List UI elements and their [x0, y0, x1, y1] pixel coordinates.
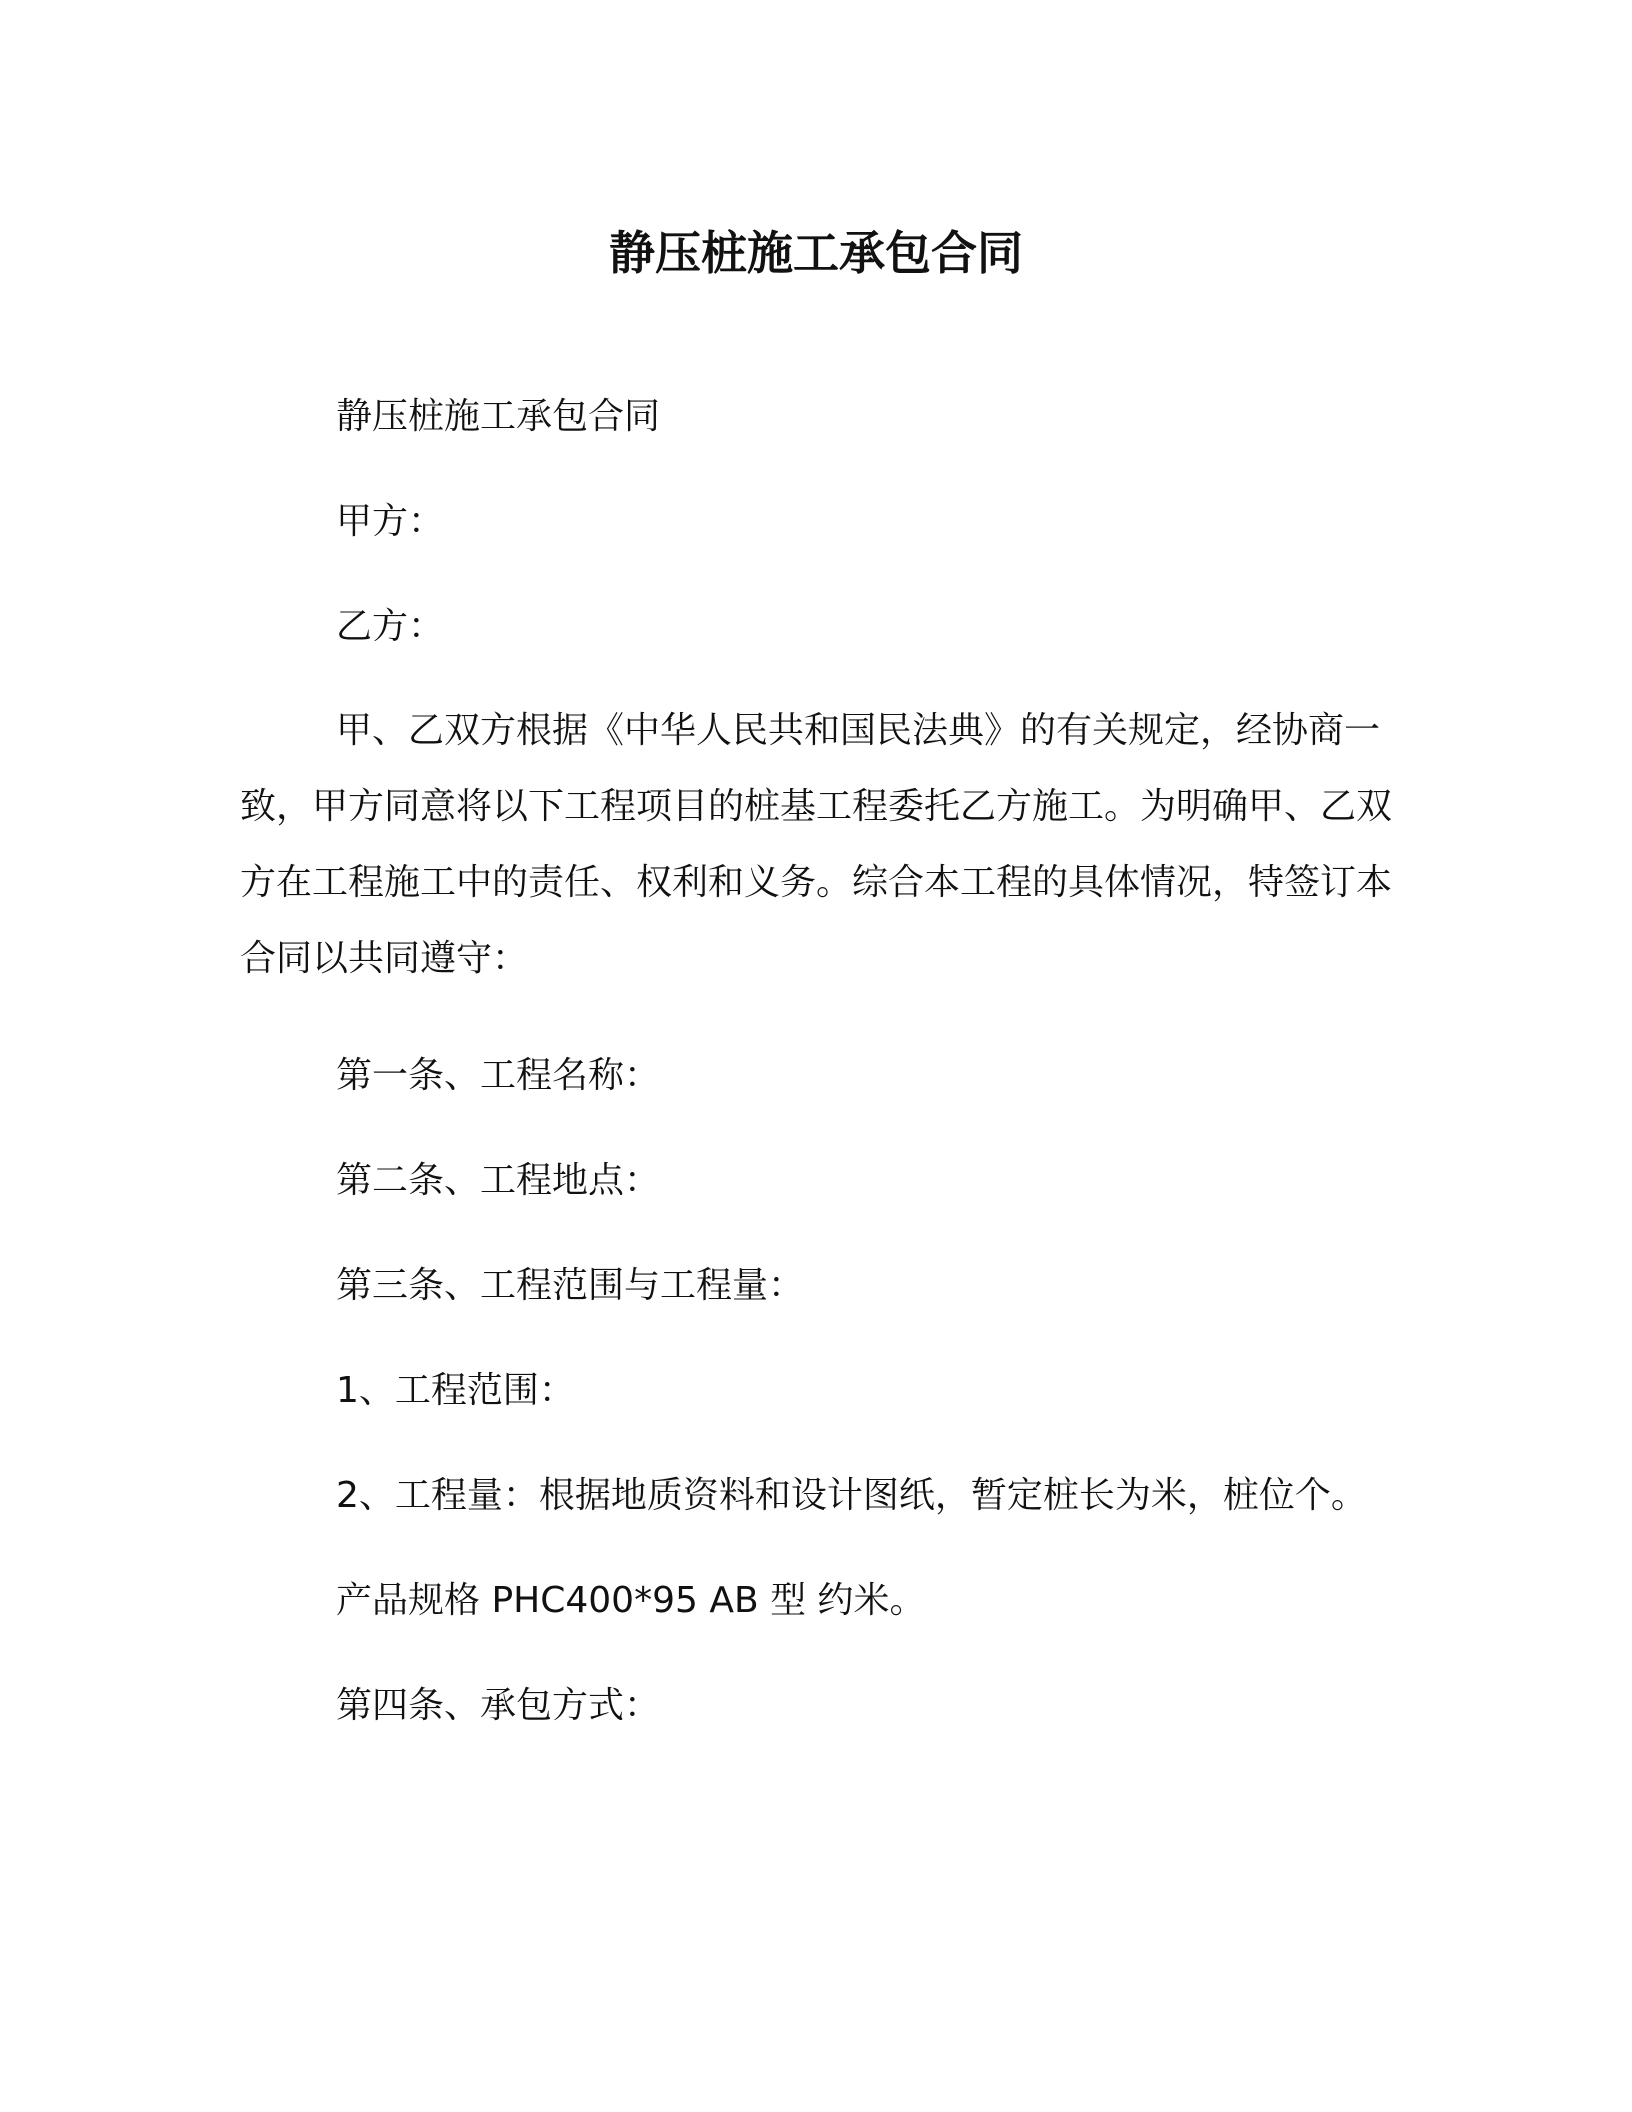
- document-title: 静压桩施工承包合同: [609, 226, 1023, 280]
- paragraph-spec: 产品规格 PHC400*95 AB 型 约米。: [336, 1580, 926, 1621]
- paragraph-article-3: 第三条、工程范围与工程量：: [336, 1265, 805, 1306]
- paragraph-scope: 1、工程范围：: [336, 1370, 575, 1411]
- paragraph-party-b: 乙方：: [336, 606, 445, 647]
- paragraph-article-4: 第四条、承包方式：: [336, 1685, 661, 1726]
- paragraph-article-1: 第一条、工程名称：: [336, 1055, 661, 1096]
- paragraph-preamble: 甲、乙双方根据《中华人民共和国民法典》的有关规定，经协商一致，甲方同意将以下工程项目的桩基工程委托乙方施工。为明确甲、乙双方在工程施工中的责任、权利和义务。综合本工程的具体情况，特签订本合同以共同遵守：: [240, 710, 1393, 979]
- paragraph-quantity: 2、工程量：根据地质资料和设计图纸，暂定桩长为米，桩位个。: [336, 1475, 1367, 1516]
- document-body: [240, 390, 1400, 1784]
- paragraph-article-2: 第二条、工程地点：: [336, 1160, 661, 1201]
- paragraph-subtitle: 静压桩施工承包合同: [336, 396, 661, 437]
- paragraph-party-a: 甲方：: [336, 501, 445, 542]
